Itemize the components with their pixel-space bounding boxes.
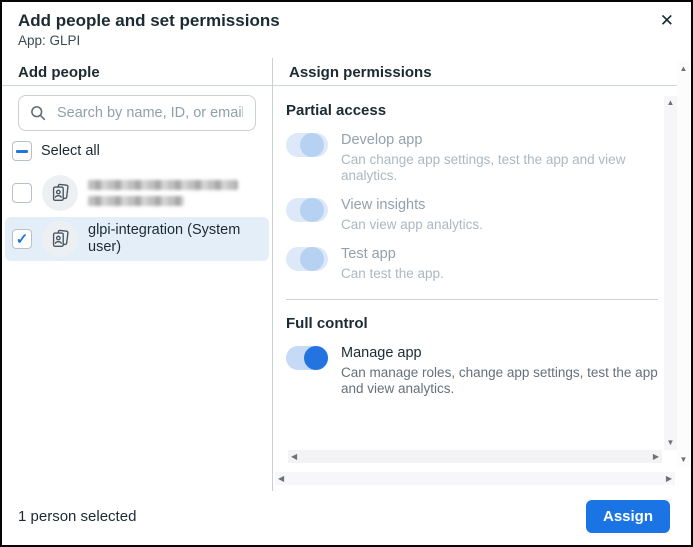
redacted-person-name: [88, 180, 238, 206]
permission-manage-app: [286, 345, 662, 397]
test-app-toggle[interactable]: [286, 247, 328, 271]
scroll-right-icon[interactable]: ▶: [665, 473, 672, 483]
develop-app-toggle[interactable]: [286, 133, 328, 157]
toggle-knob: [300, 247, 324, 271]
scroll-up-icon[interactable]: ▲: [666, 98, 675, 107]
select-all[interactable]: [12, 141, 256, 161]
search-box[interactable]: [18, 95, 256, 131]
check-icon: ✓: [15, 230, 29, 248]
permission-label: View insights: [341, 197, 426, 213]
assign-permissions-heading: Assign permissions: [273, 58, 677, 86]
permission-view-insights: [286, 197, 662, 233]
person-checkbox[interactable]: [12, 183, 32, 203]
person-name: glpi-integration (System user): [88, 222, 241, 255]
assign-permissions-panel: [273, 58, 691, 491]
permission-label: Test app: [341, 246, 396, 262]
permission-description: Can manage roles, change app settings, test the app and view analytics.: [341, 365, 658, 396]
permission-description: Can view app analytics.: [341, 217, 483, 232]
dialog-title: Add people and set permissions: [18, 11, 280, 30]
toggle-knob: [300, 198, 324, 222]
scroll-up-icon[interactable]: ▲: [679, 64, 688, 73]
select-all-checkbox[interactable]: [12, 141, 32, 161]
scroll-down-icon[interactable]: ▼: [666, 438, 675, 447]
add-people-heading: Add people: [2, 58, 272, 86]
close-icon: ✕: [659, 11, 674, 30]
select-all-label: Select all: [41, 143, 100, 159]
permission-label: Manage app: [341, 345, 422, 361]
toggle-knob: [304, 346, 328, 370]
dialog-body: [2, 58, 691, 491]
permissions-scroll-area: [286, 96, 677, 463]
person-row-redacted[interactable]: [5, 171, 269, 215]
person-avatar-icon: [42, 175, 78, 211]
manage-app-toggle[interactable]: [286, 346, 328, 370]
scroll-right-icon[interactable]: ▶: [652, 451, 659, 461]
assign-button[interactable]: Assign: [586, 500, 670, 533]
view-insights-toggle[interactable]: [286, 198, 328, 222]
scroll-down-icon[interactable]: ▼: [679, 455, 688, 464]
permission-description: Can test the app.: [341, 266, 444, 281]
app-label: App: GLPI: [18, 33, 81, 48]
scroll-left-icon[interactable]: ◀: [291, 451, 298, 461]
inner-vertical-scrollbar[interactable]: [664, 96, 677, 450]
partial-access-heading: Partial access: [286, 102, 387, 119]
people-list: [2, 169, 272, 263]
permission-label: Develop app: [341, 132, 423, 148]
dialog-footer: [2, 491, 691, 545]
permission-description: Can change app settings, test the app and view analytics.: [341, 152, 626, 183]
selection-status: 1 person selected: [18, 507, 137, 525]
permission-develop-app: [286, 132, 662, 184]
search-icon: [29, 104, 47, 122]
add-people-panel: [2, 58, 273, 491]
search-input[interactable]: [55, 104, 245, 122]
person-checkbox-checked[interactable]: [12, 229, 32, 249]
toggle-knob: [300, 133, 324, 157]
inner-horizontal-scrollbar[interactable]: [288, 450, 662, 463]
close-button[interactable]: [656, 9, 678, 33]
outer-horizontal-scrollbar[interactable]: [275, 472, 675, 485]
dialog-header: [2, 2, 691, 58]
person-row-glpi-integration[interactable]: [5, 217, 269, 261]
permission-test-app: [286, 246, 662, 282]
section-divider: [286, 299, 658, 300]
scroll-left-icon[interactable]: ◀: [278, 473, 285, 483]
person-avatar-icon: [42, 221, 78, 257]
indeterminate-dash-icon: [16, 150, 28, 153]
permissions-content: [286, 96, 662, 448]
outer-vertical-scrollbar[interactable]: [677, 62, 690, 467]
full-control-heading: Full control: [286, 315, 368, 332]
